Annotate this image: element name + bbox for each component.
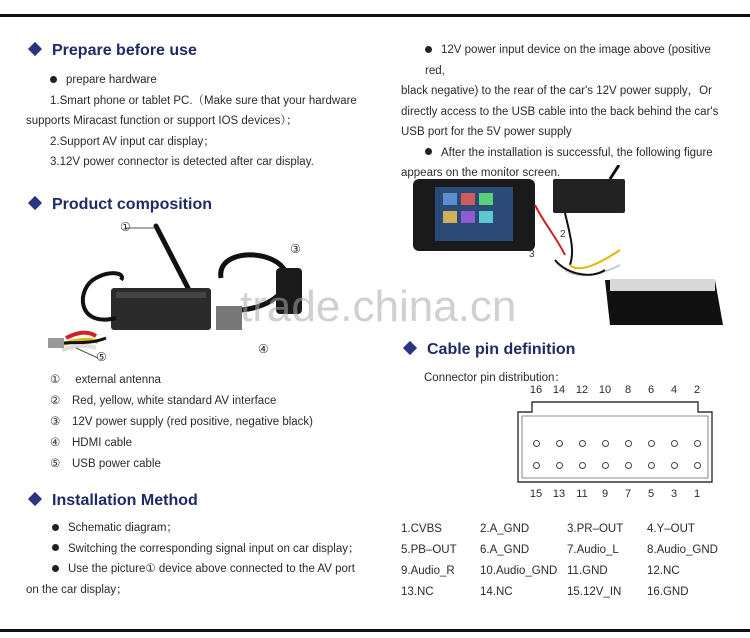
pin-cell: 7.Audio_L [567,544,619,556]
install-bullet-3b: on the car display； [26,583,128,596]
install-bullet-2: Switching the corresponding signal input on car display； [26,539,371,560]
bullet-icon [52,565,59,572]
connector-pin [533,462,540,469]
pin-table [401,523,741,607]
pin-cell: 15.12V_IN [567,586,622,598]
power-line-3: directly access to the USB cable into the back behind the car's [401,105,719,118]
pin-cell: 16.GND [647,586,689,598]
install-bullet-3a: Use the picture① device above connected to the AV port [26,559,371,580]
diamond-icon [28,492,42,506]
svg-text:3: 3 [529,249,535,260]
prepare-item-2: 2.Support AV input car display； [50,135,215,148]
pin-label-2: 2 [693,384,701,396]
pin-cell: 13.NC [401,586,434,598]
product-item-3: ③ 12V power supply (red positive, negative black) [50,416,313,428]
power-line-4: USB port for the 5V power supply [401,126,572,138]
callout-4: ④ [258,342,269,356]
prepare-item-1b: supports Miracast function or support IOS devices）； [26,115,298,127]
bottom-border [0,629,750,632]
pin-cell: 3.PR–OUT [567,523,624,535]
pin-cell: 11.GND [567,565,608,577]
install-text [26,518,371,600]
pin-label-15: 15 [529,488,543,500]
prepare-item-1a: 1.Smart phone or tablet PC.（Make sure that your hardware [50,94,357,107]
pin-label-6: 6 [647,384,655,396]
pin-cell: 10.Audio_GND [480,565,558,577]
top-border [0,14,750,17]
power-line-1: 12V power input device on the image above (positive red, [425,44,711,77]
pin-cell: 9.Audio_R [401,565,455,577]
diamond-icon [403,341,417,355]
connector-pin [533,440,540,447]
pin-cell: 6.A_GND [480,544,530,556]
pin-label-10: 10 [598,384,612,396]
product-item-5: ⑤ USB power cable [50,458,161,470]
watermark: trade.china.cn [240,282,517,331]
pin-label-9: 9 [601,488,609,500]
pin-label-7: 7 [624,488,632,500]
pin-label-3: 3 [670,488,678,500]
connector-pin [671,440,678,447]
bullet-icon [52,524,59,531]
pin-cell: 12.NC [647,565,680,577]
product-item-2: ② Red, yellow, white standard AV interface [50,395,277,407]
pin-label-13: 13 [552,488,566,500]
connector-pin [648,462,655,469]
install-heading: Installation Method [26,492,198,510]
diamond-icon [28,42,42,56]
prepare-text [26,70,371,173]
pin-label-12: 12 [575,384,589,396]
connector-pin [694,440,701,447]
connector-pin [694,462,701,469]
pin-label-11: 11 [576,488,588,500]
pin-cell: 8.Audio_GND [647,544,718,556]
power-line-6: appears on the monitor screen. [401,167,561,179]
bullet-icon [425,46,432,53]
pin-label-5: 5 [647,488,655,500]
table-row [401,565,741,586]
connector-pin [625,440,632,447]
bullet-icon [425,148,432,155]
pin-label-4: 4 [670,384,678,396]
pin-cell: 14.NC [480,586,513,598]
connector-outline [512,400,722,484]
pin-cell: 1.CVBS [401,523,442,535]
connector-pin [556,440,563,447]
pin-label-14: 14 [552,384,566,396]
pin-cell: 4.Y–OUT [647,523,695,535]
product-item-4: ④ HDMI cable [50,437,133,449]
connector-pin [602,440,609,447]
connector-pin [625,462,632,469]
callout-3: ③ [290,242,301,256]
connector-subtitle: Connector pin distribution： [424,372,566,384]
connector-diagram [512,384,722,504]
prepare-item-3: 3.12V power connector is detected after car display. [50,156,314,168]
power-line-5: After the installation is successful, the following figure [401,143,731,164]
pin-label-16: 16 [529,384,543,396]
connector-pin [671,462,678,469]
power-line-2: black negative) to the rear of the car's 12V power supply，Or [401,85,712,97]
cable-heading: Cable pin definition [401,341,575,359]
connector-pin [579,462,586,469]
table-row [401,544,741,565]
product-item-1: ① external antenna [50,374,161,386]
diamond-icon [28,196,42,210]
prepare-heading: Prepare before use [26,42,197,60]
callout-5: ⑤ [96,350,107,364]
pin-label-8: 8 [624,384,632,396]
table-row [401,523,741,544]
pin-cell: 2.A_GND [480,523,530,535]
connector-pin [602,462,609,469]
connector-pin [556,462,563,469]
callout-1: ① [120,220,131,234]
table-row [401,586,741,607]
product-heading: Product composition [26,196,212,214]
bullet-icon [52,544,59,551]
bullet-icon [50,76,57,83]
connector-pin [648,440,655,447]
prepare-bullet: prepare hardware [26,70,371,91]
power-text [401,40,731,184]
install-bullet-1: Schematic diagram； [26,518,371,539]
svg-text:2: 2 [560,229,566,240]
product-list [50,370,370,475]
pin-label-1: 1 [693,488,701,500]
pin-cell: 5.PB–OUT [401,544,457,556]
connector-pin [579,440,586,447]
